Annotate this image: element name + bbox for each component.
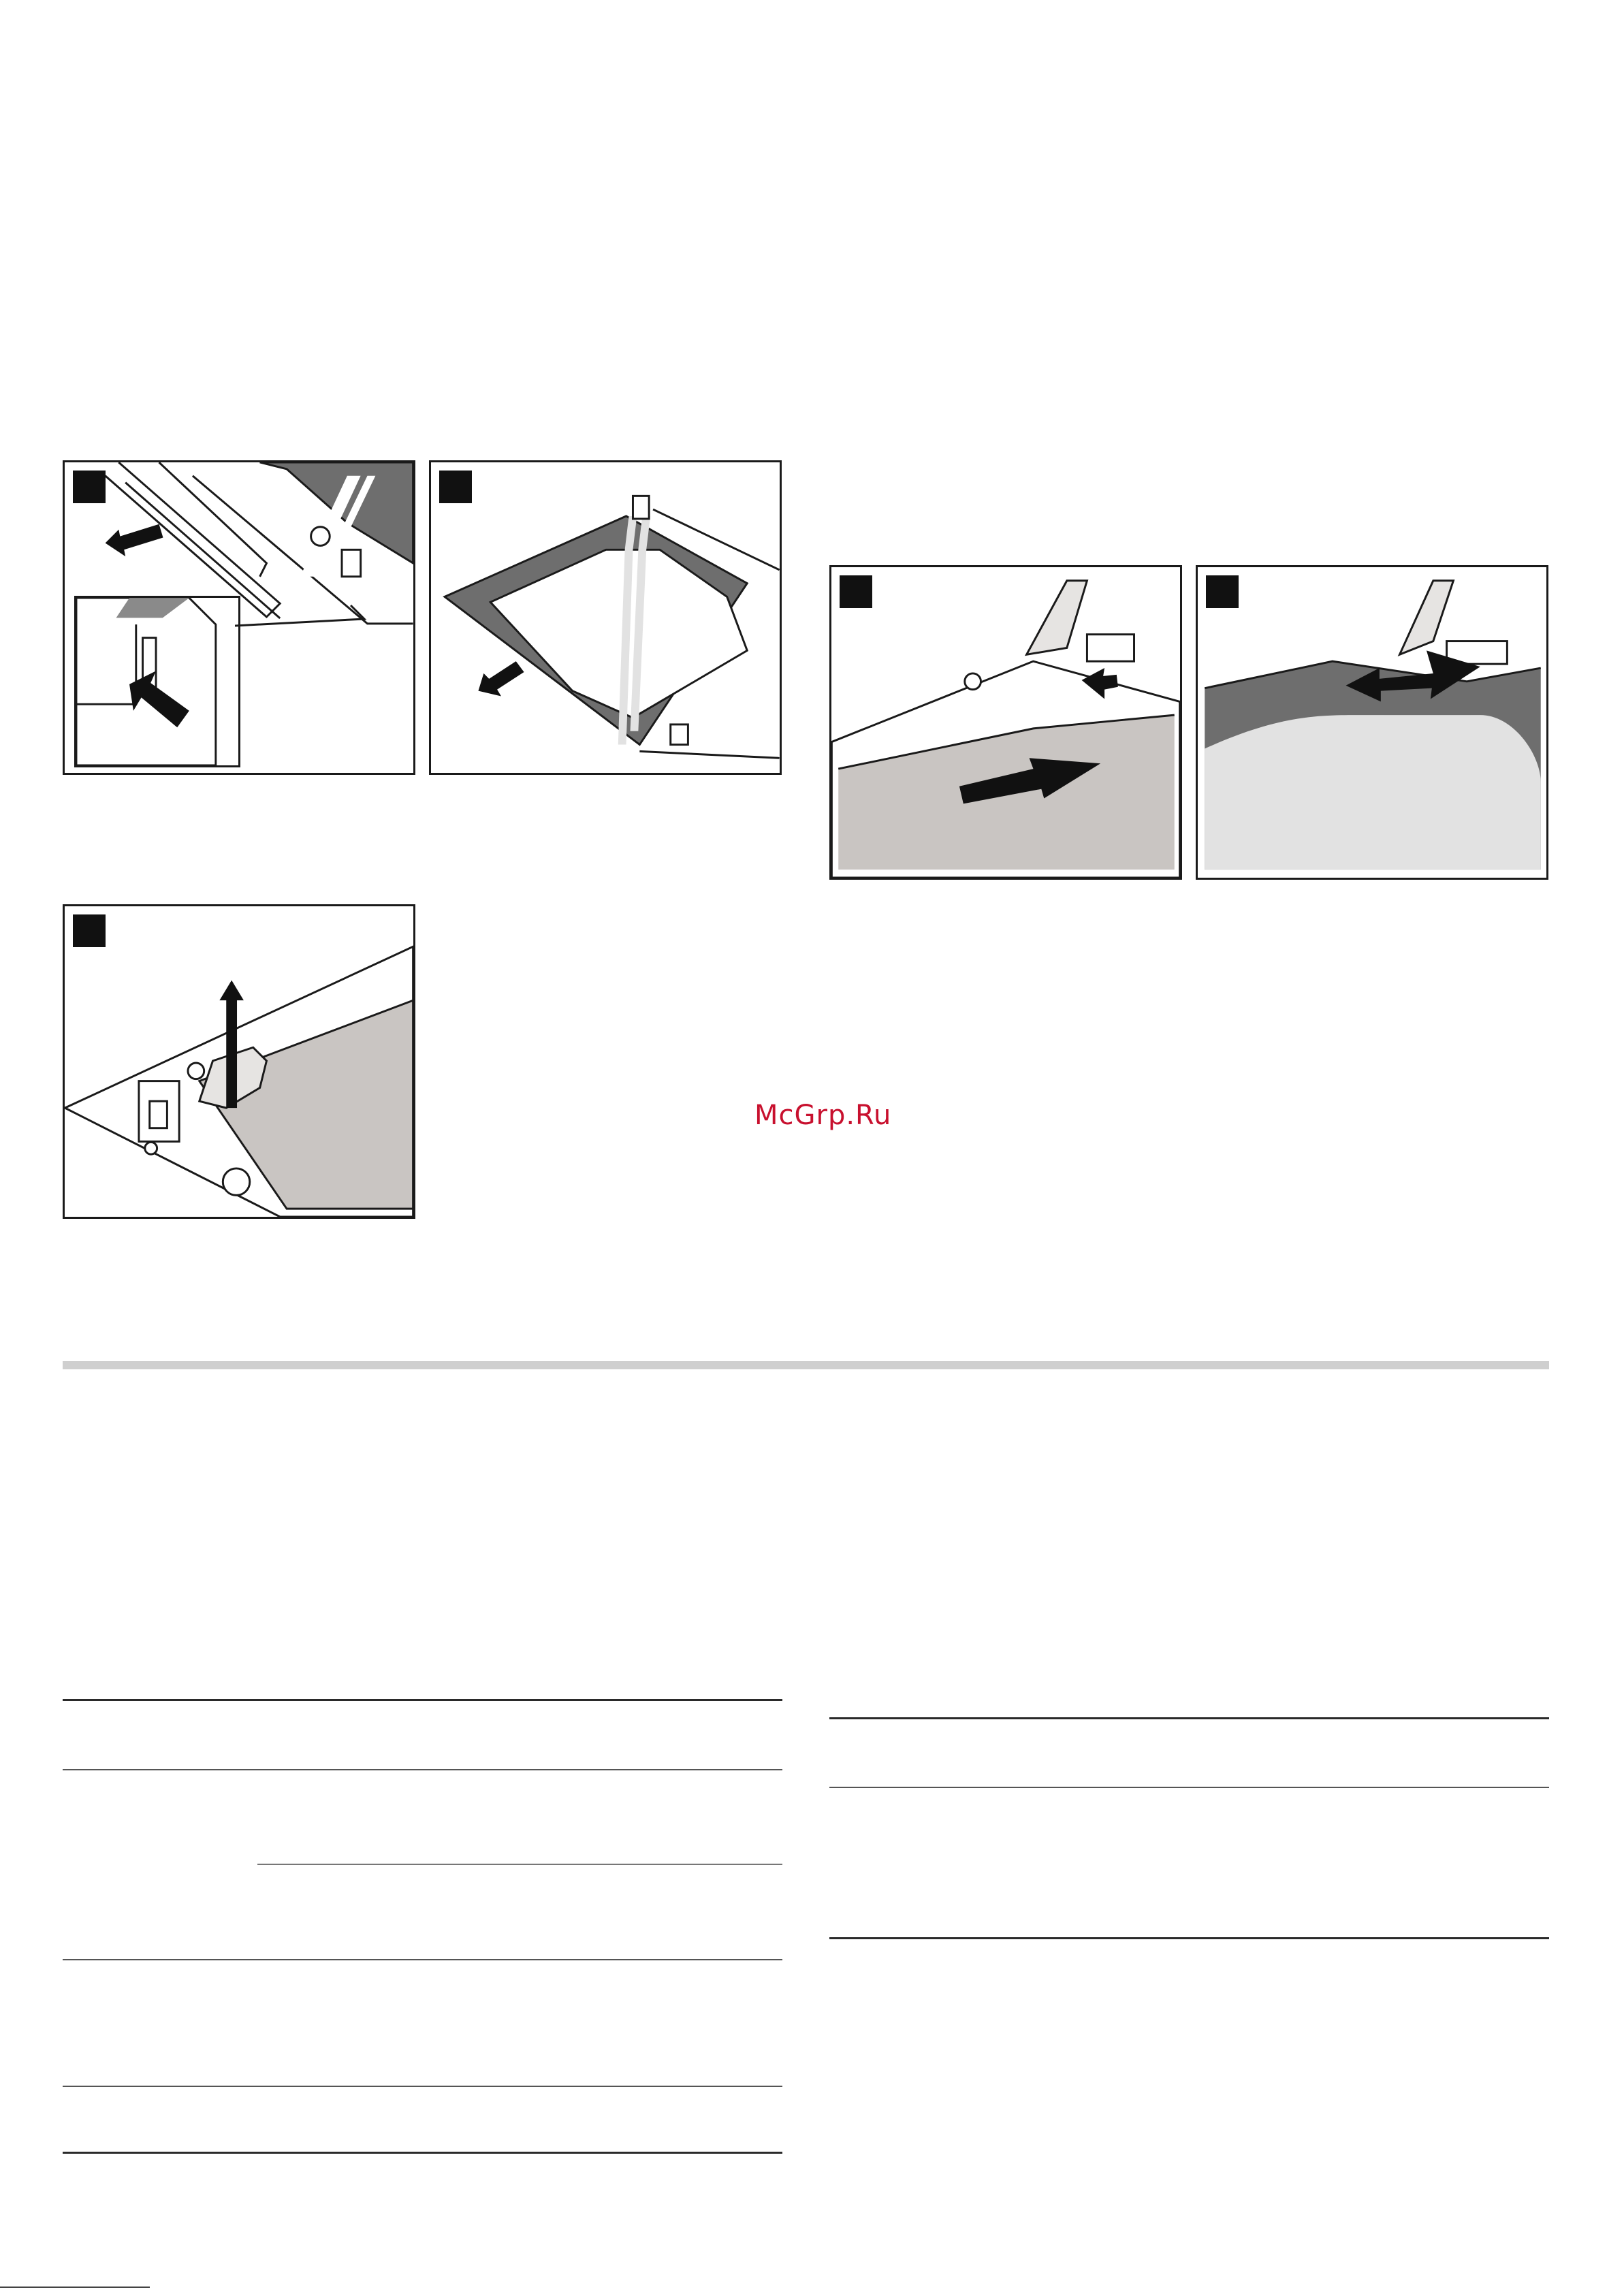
step-badge-4 <box>840 575 872 608</box>
step-badge-5 <box>1206 575 1239 608</box>
figure-2-panel <box>429 460 782 775</box>
left-table-subrow-rule <box>257 1864 782 1865</box>
hinge-insert-illustration <box>831 567 1180 878</box>
left-table-top-rule <box>63 1699 782 1701</box>
arrow-left-icon <box>106 524 163 556</box>
step-badge-1 <box>73 471 106 503</box>
left-table-header-rule <box>63 1769 782 1770</box>
arrow-down-left-icon <box>478 661 524 696</box>
left-table-row-rule-2 <box>63 2086 782 2087</box>
left-table-bottom-rule <box>63 2152 782 2154</box>
step-badge-3 <box>73 914 106 947</box>
right-table-top-rule <box>829 1717 1549 1719</box>
left-table-row-rule-1 <box>63 1959 782 1960</box>
figure-4-panel <box>829 565 1182 880</box>
leader-line <box>235 599 385 639</box>
right-table-header-rule <box>829 1787 1549 1788</box>
figure-1-panel <box>63 460 415 775</box>
hinge-icon <box>1087 635 1134 661</box>
step-badge-2 <box>439 471 472 503</box>
right-table-bottom-rule <box>829 1937 1549 1939</box>
hinge-clip-inset <box>74 596 240 767</box>
figure-3-panel <box>63 904 415 1219</box>
footer-rule <box>0 2287 150 2288</box>
watermark-text: McGrp.Ru <box>754 1100 892 1131</box>
figure-5-panel <box>1196 565 1548 880</box>
section-divider <box>63 1361 1549 1369</box>
screw-icon <box>223 1168 249 1195</box>
hinge-slide-illustration <box>1198 567 1546 878</box>
hinge-clip-icon <box>76 598 238 765</box>
hinge-lift-illustration <box>65 906 413 1217</box>
door-glass-pane-icon <box>431 462 780 773</box>
